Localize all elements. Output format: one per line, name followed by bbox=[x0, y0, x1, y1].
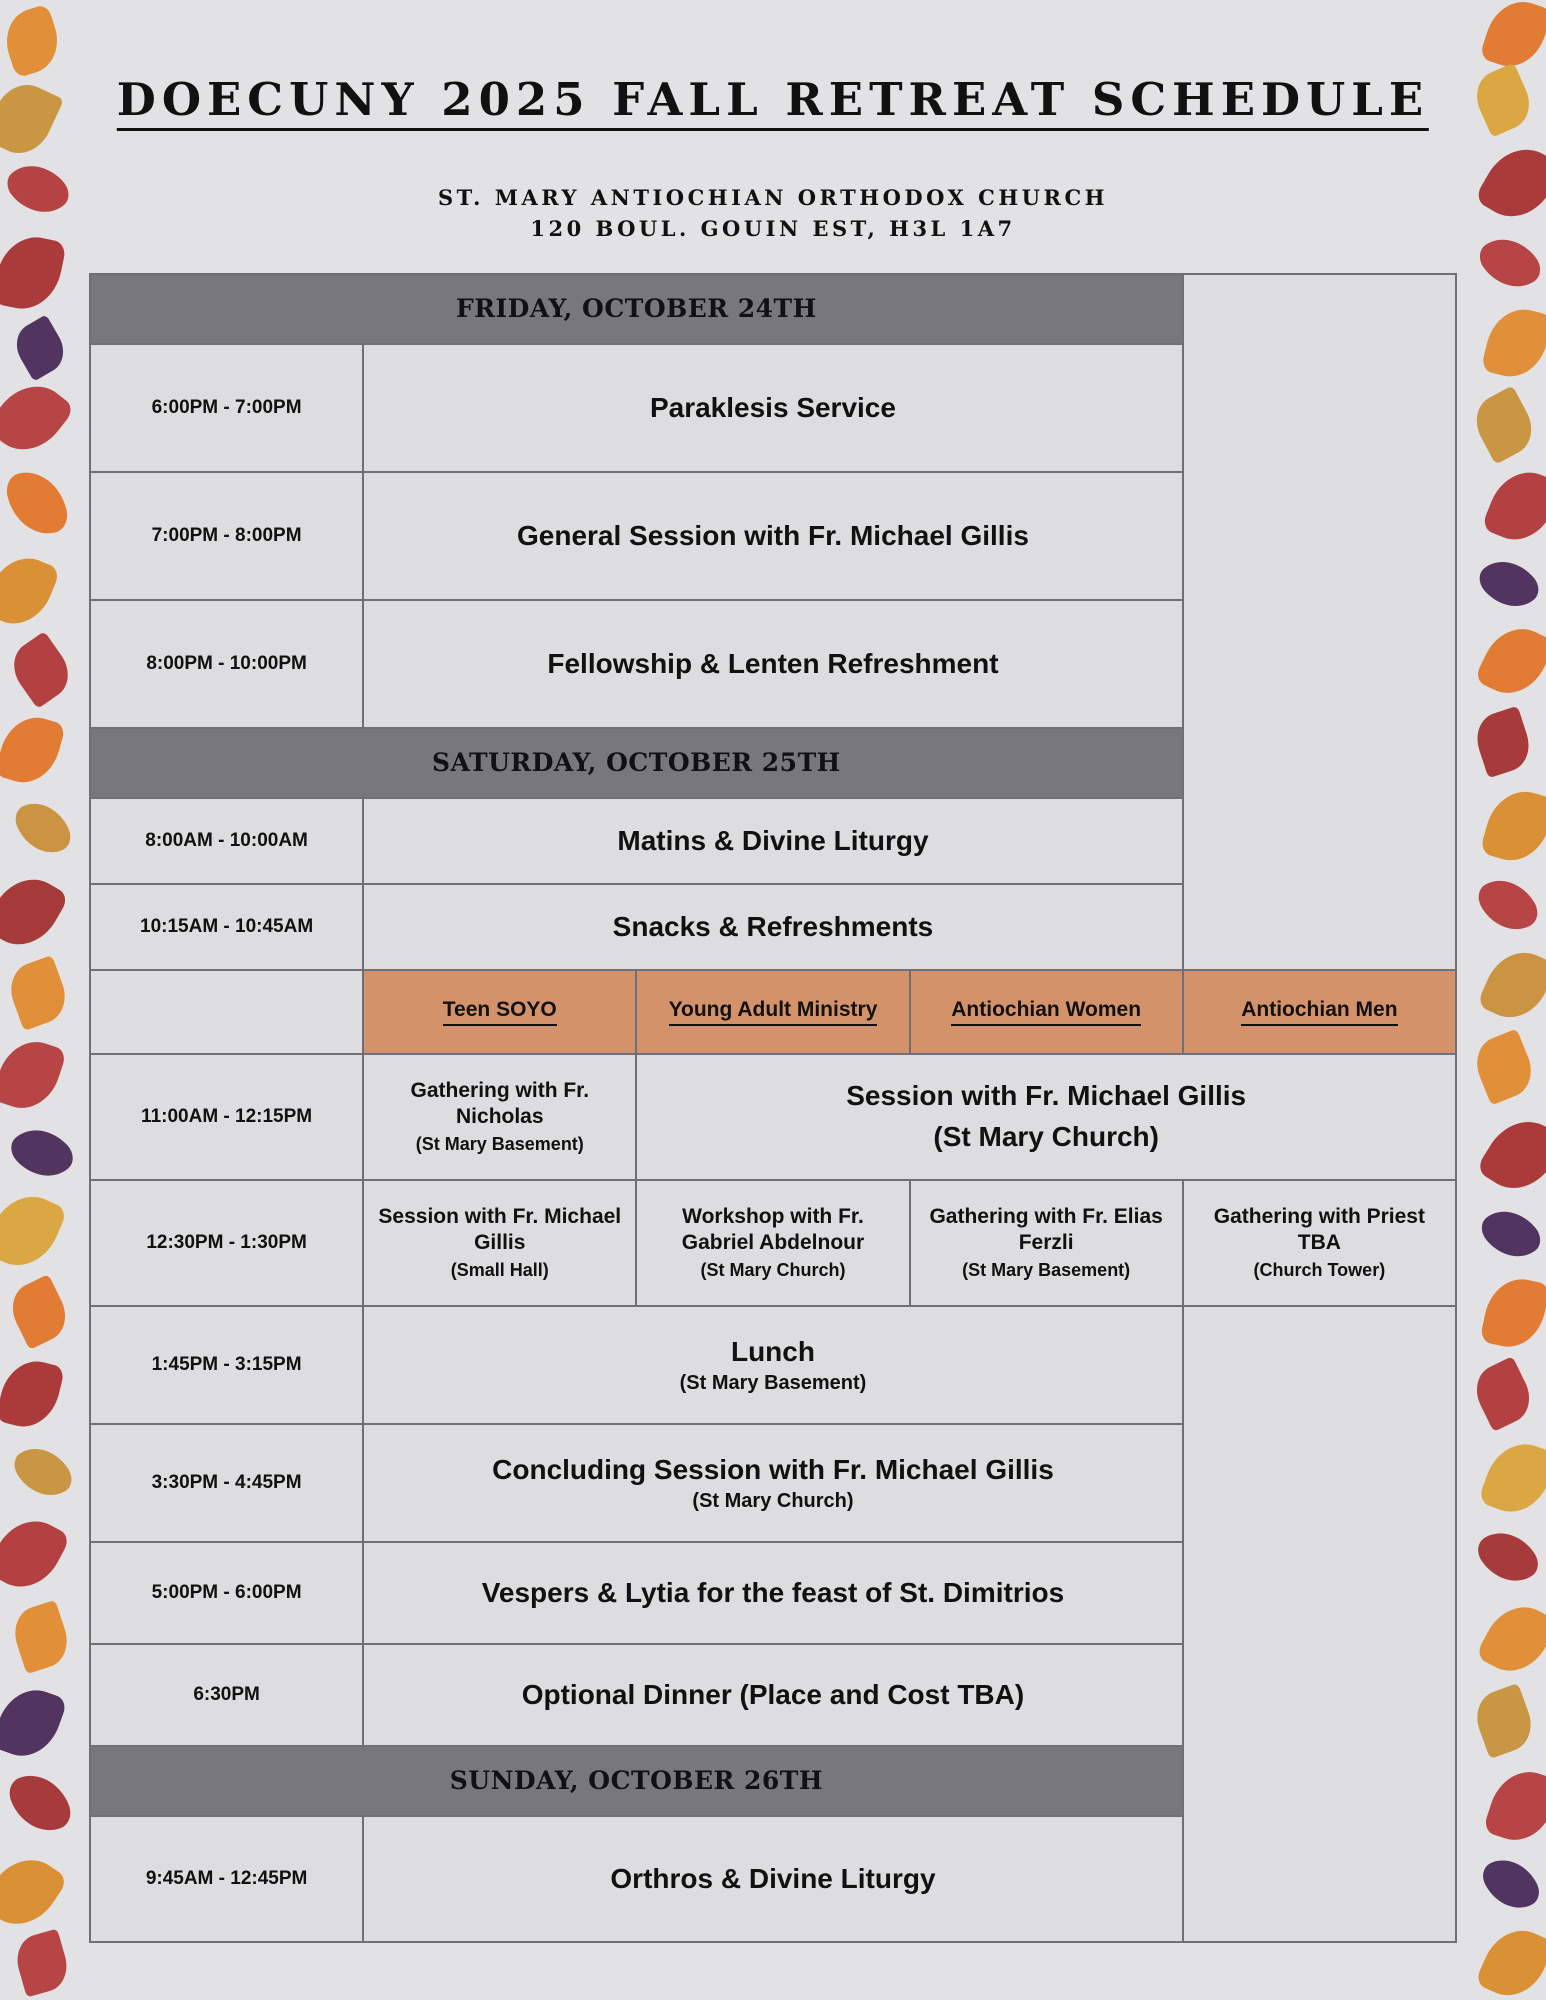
empty-corner-cell bbox=[90, 970, 363, 1054]
ministry-label: Teen SOYO bbox=[443, 998, 557, 1026]
breakout-location: (St Mary Basement) bbox=[962, 1259, 1131, 1280]
breakout-cell-teen-soyo bbox=[363, 1054, 636, 1180]
page-subtitle bbox=[86, 182, 1460, 245]
time-cell: 9:45AM - 12:45PM bbox=[90, 1816, 363, 1942]
breakout-cell-combined bbox=[636, 1054, 1456, 1180]
time-cell: 6:00PM - 7:00PM bbox=[90, 344, 363, 472]
subtitle-address: 120 BOUL. GOUIN EST, H3L 1A7 bbox=[530, 216, 1016, 242]
ministry-label: Antiochian Women bbox=[951, 998, 1141, 1026]
event-cell: Paraklesis Service bbox=[363, 344, 1183, 472]
day-header-label: SATURDAY, OCTOBER 25TH bbox=[90, 728, 1183, 798]
day-header-label: FRIDAY, OCTOBER 24TH bbox=[90, 274, 1183, 344]
breakout-cell-young-adult bbox=[636, 1180, 909, 1306]
schedule-table bbox=[89, 273, 1457, 1943]
time-cell: 1:45PM - 3:15PM bbox=[90, 1306, 363, 1424]
time-cell: 11:00AM - 12:15PM bbox=[90, 1054, 363, 1180]
event-cell: Snacks & Refreshments bbox=[363, 884, 1183, 970]
ministry-column-young-adult bbox=[636, 970, 909, 1054]
time-cell: 3:30PM - 4:45PM bbox=[90, 1424, 363, 1542]
table-row bbox=[90, 1306, 1456, 1424]
ministry-label: Antiochian Men bbox=[1241, 998, 1397, 1026]
event-cell bbox=[363, 1424, 1183, 1542]
table-row bbox=[90, 600, 1456, 728]
ministry-columns-header-row bbox=[90, 970, 1456, 1054]
table-row bbox=[90, 472, 1456, 600]
breakout-title: Workshop with Fr. Gabriel Abdelnour bbox=[681, 1205, 865, 1255]
table-row bbox=[90, 1180, 1456, 1306]
table-row bbox=[90, 1054, 1456, 1180]
day-header-label: SUNDAY, OCTOBER 26TH bbox=[90, 1746, 1183, 1816]
table-row bbox=[90, 884, 1456, 970]
page-title: DOECUNY 2025 FALL RETREAT SCHEDULE bbox=[117, 30, 1429, 131]
breakout-title: Gathering with Fr. Nicholas bbox=[410, 1079, 590, 1129]
event-cell: Optional Dinner (Place and Cost TBA) bbox=[363, 1644, 1183, 1746]
event-cell: General Session with Fr. Michael Gillis bbox=[363, 472, 1183, 600]
time-cell: 12:30PM - 1:30PM bbox=[90, 1180, 363, 1306]
event-title: Lunch bbox=[730, 1335, 815, 1367]
event-cell: Fellowship & Lenten Refreshment bbox=[363, 600, 1183, 728]
event-location: (St Mary Church) bbox=[692, 1489, 854, 1512]
event-location: (St Mary Basement) bbox=[679, 1371, 867, 1394]
event-cell bbox=[363, 1306, 1183, 1424]
event-cell: Orthros & Divine Liturgy bbox=[363, 1816, 1183, 1942]
event-cell: Vespers & Lytia for the feast of St. Dimitrios bbox=[363, 1542, 1183, 1644]
breakout-title: Session with Fr. Michael Gillis bbox=[846, 1079, 1247, 1111]
breakout-location: (St Mary Church) bbox=[933, 1120, 1159, 1152]
breakout-location: (Small Hall) bbox=[450, 1259, 549, 1280]
time-cell: 10:15AM - 10:45AM bbox=[90, 884, 363, 970]
breakout-location: (Church Tower) bbox=[1253, 1259, 1386, 1280]
day-header-saturday bbox=[90, 728, 1456, 798]
time-cell: 7:00PM - 8:00PM bbox=[90, 472, 363, 600]
breakout-cell-antiochian-women bbox=[910, 1180, 1183, 1306]
day-header-friday bbox=[90, 274, 1456, 344]
breakout-title: Gathering with Priest TBA bbox=[1213, 1205, 1425, 1255]
time-cell: 8:00PM - 10:00PM bbox=[90, 600, 363, 728]
title-container bbox=[86, 0, 1460, 162]
breakout-cell-antiochian-men bbox=[1183, 1180, 1456, 1306]
breakout-title: Session with Fr. Michael Gillis bbox=[378, 1205, 622, 1255]
table-row bbox=[90, 344, 1456, 472]
ministry-column-teen-soyo bbox=[363, 970, 636, 1054]
time-cell: 6:30PM bbox=[90, 1644, 363, 1746]
table-row bbox=[90, 1542, 1456, 1644]
event-cell: Matins & Divine Liturgy bbox=[363, 798, 1183, 884]
table-row bbox=[90, 798, 1456, 884]
ministry-column-antiochian-women bbox=[910, 970, 1183, 1054]
table-row bbox=[90, 1644, 1456, 1746]
subtitle-church-name: ST. MARY ANTIOCHIAN ORTHODOX CHURCH bbox=[437, 184, 1109, 210]
breakout-cell-teen-soyo bbox=[363, 1180, 636, 1306]
time-cell: 8:00AM - 10:00AM bbox=[90, 798, 363, 884]
ministry-label: Young Adult Ministry bbox=[669, 998, 878, 1026]
time-cell: 5:00PM - 6:00PM bbox=[90, 1542, 363, 1644]
event-title: Concluding Session with Fr. Michael Gillis bbox=[492, 1453, 1054, 1485]
day-header-sunday bbox=[90, 1746, 1456, 1816]
breakout-location: (St Mary Church) bbox=[700, 1259, 846, 1280]
table-row bbox=[90, 1816, 1456, 1942]
ministry-column-antiochian-men bbox=[1183, 970, 1456, 1054]
table-row bbox=[90, 1424, 1456, 1542]
breakout-location: (St Mary Basement) bbox=[415, 1133, 584, 1154]
breakout-title: Gathering with Fr. Elias Ferzli bbox=[929, 1205, 1163, 1255]
